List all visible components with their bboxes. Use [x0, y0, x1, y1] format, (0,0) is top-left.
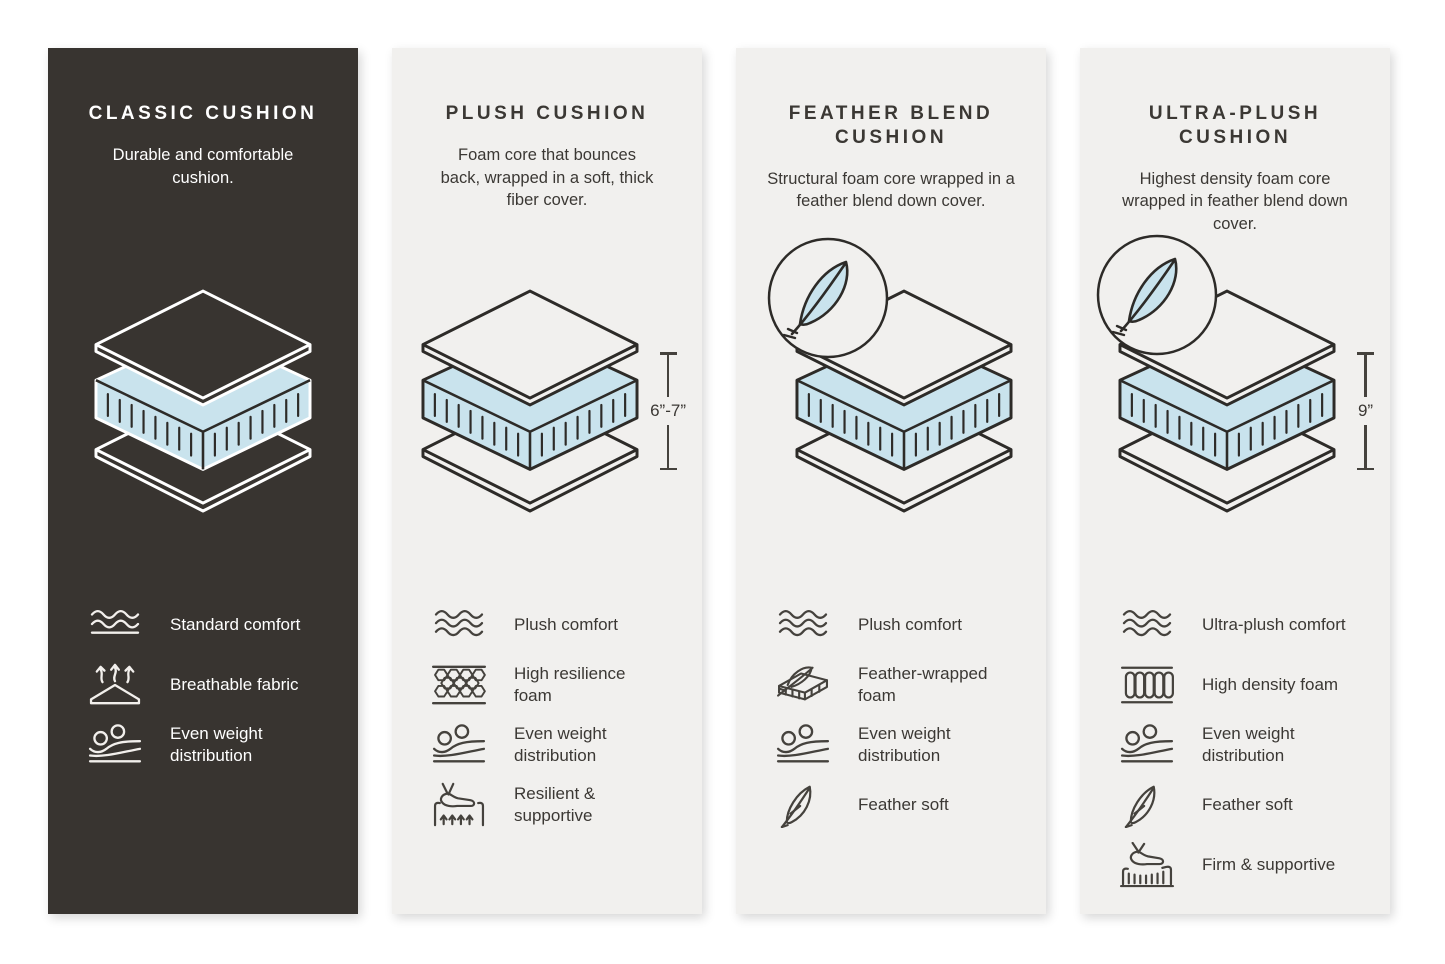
dimension-line: [667, 425, 670, 468]
feature-label: Feather soft: [1202, 795, 1293, 815]
feature-label: Even weight distribution: [514, 724, 607, 765]
feather-badge-icon: [1095, 233, 1219, 357]
feature-row: [86, 602, 344, 648]
dimension-cap-bottom: [660, 468, 677, 471]
cushion-illustration: [48, 248, 358, 578]
panel-description: Structural foam core wrapped in a feather blend down cover.: [767, 169, 1015, 211]
panel-ultra-plush-cushion: [1080, 48, 1390, 914]
cushion-illustration: [736, 248, 1046, 578]
density-foam-icon: [1118, 662, 1176, 708]
feature-label: High density foam: [1202, 675, 1339, 695]
feature-row: [1118, 602, 1376, 648]
panel-description: Durable and comfortable cushion.: [112, 145, 294, 187]
feather-badge-icon: [766, 236, 890, 360]
dimension-marker: [1357, 352, 1374, 470]
feature-label: Even weight distribution: [1202, 724, 1295, 765]
feature-row: [1118, 782, 1376, 828]
dimension-line: [667, 355, 670, 398]
weight-distribution-icon: [430, 722, 488, 768]
dimension-label: 6”-7”: [650, 401, 686, 420]
breathable-icon: [86, 662, 144, 708]
feature-row: [430, 782, 688, 828]
panel-description: Foam core that bounces back, wrapped in a soft, thick fiber cover.: [440, 145, 654, 210]
feature-label: Breathable fabric: [170, 675, 299, 695]
firm-support-icon: [1118, 842, 1176, 888]
feature-row: [1118, 722, 1376, 768]
feature-row: [86, 722, 344, 768]
dimension-label: 9”: [1357, 401, 1374, 420]
feature-label: Even weight distribution: [858, 724, 951, 765]
panel-feather-blend-cushion: [736, 48, 1046, 914]
resilient-support-icon: [430, 782, 488, 828]
weight-distribution-icon: [1118, 722, 1176, 768]
feature-row: [430, 662, 688, 708]
cushion-illustration: [392, 248, 702, 578]
feature-label: Plush comfort: [858, 615, 962, 635]
dimension-marker: [650, 352, 686, 470]
feature-label: High resilience foam: [514, 664, 626, 705]
cushion-layers-illustration: [94, 288, 312, 518]
feature-list: [1080, 578, 1390, 888]
weight-distribution-icon: [86, 722, 144, 768]
feature-label: Firm & supportive: [1202, 855, 1336, 875]
feature-label: Plush comfort: [514, 615, 618, 635]
dimension-cap-bottom: [1357, 468, 1374, 471]
panel-header: [48, 48, 358, 248]
feature-list: [48, 578, 358, 768]
feature-label: Ultra-plush comfort: [1202, 615, 1346, 635]
weight-distribution-icon: [774, 722, 832, 768]
panel-description: Highest density foam core wrapped in feather blend down cover.: [1122, 169, 1348, 234]
feather-icon: [774, 782, 832, 828]
cushion-layers-illustration: [421, 288, 639, 518]
feature-row: [774, 602, 1032, 648]
feature-label: Standard comfort: [170, 615, 301, 635]
waves-icon: [430, 602, 488, 648]
panel-plush-cushion: [392, 48, 702, 914]
waves-basic-icon: [86, 602, 144, 648]
panel-header: [736, 48, 1046, 248]
feature-row: [774, 722, 1032, 768]
feature-list: [736, 578, 1046, 828]
panel-header: [392, 48, 702, 248]
feature-row: [86, 662, 344, 708]
feature-row: [430, 722, 688, 768]
waves-icon: [1118, 602, 1176, 648]
feature-label: Resilient & supportive: [514, 784, 596, 825]
dimension-line: [1364, 425, 1367, 468]
dimension-line: [1364, 355, 1367, 398]
feature-row: [1118, 662, 1376, 708]
panel-classic-cushion: [48, 48, 358, 914]
feature-row: [430, 602, 688, 648]
page-title: PLUSH CUSHION: [445, 103, 649, 124]
feature-row: [1118, 842, 1376, 888]
cushion-illustration: [1080, 248, 1390, 578]
panel-header: [1080, 48, 1390, 248]
waves-icon: [774, 602, 832, 648]
page-title: CLASSIC CUSHION: [88, 103, 318, 124]
page-title: ULTRA-PLUSH CUSHION: [1148, 103, 1322, 148]
feature-row: [774, 782, 1032, 828]
feature-row: [774, 662, 1032, 708]
feature-list: [392, 578, 702, 828]
feather-icon: [1118, 782, 1176, 828]
feature-label: Feather soft: [858, 795, 949, 815]
honeycomb-foam-icon: [430, 662, 488, 708]
feature-label: Feather-wrapped foam: [858, 664, 988, 705]
feather-foam-icon: [774, 662, 832, 708]
page-title: FEATHER BLEND CUSHION: [788, 103, 994, 148]
feature-label: Even weight distribution: [170, 724, 263, 765]
